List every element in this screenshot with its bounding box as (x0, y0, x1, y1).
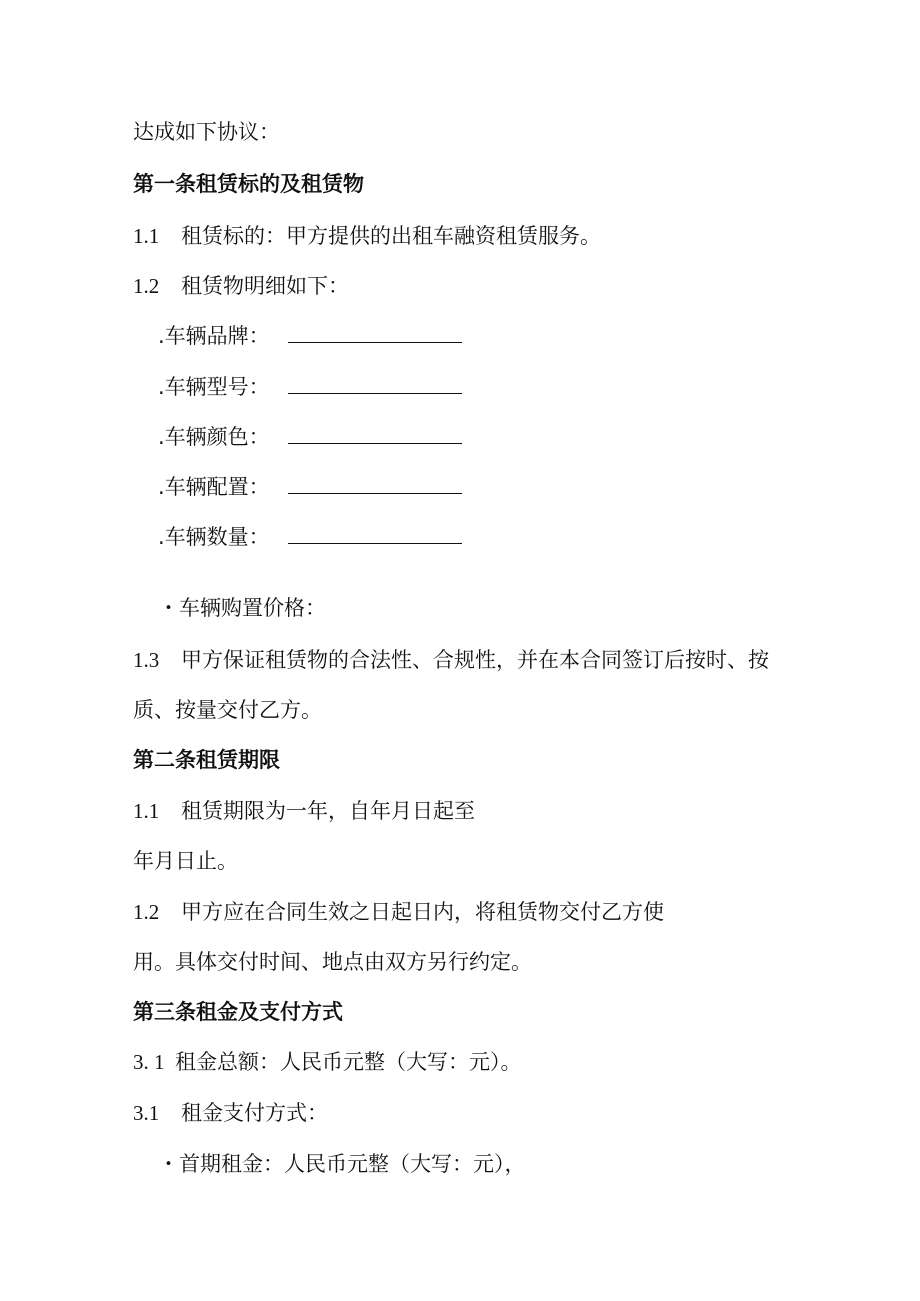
article2-item1 (133, 797, 475, 825)
article1-item3 (133, 646, 769, 674)
fill-in-blank[interactable] (288, 473, 462, 494)
clause-text: 租金支付方式： (181, 1101, 328, 1125)
clause-text: 甲方保证租赁物的合法性、合规性，并在本合同签订后按时、按 (181, 648, 769, 672)
clause-text: 租赁期限为一年，自年月日起至 (181, 799, 475, 823)
purchase-price-bullet: ・车辆购置价格： (158, 596, 326, 620)
article2-heading: 第二条租赁期限 (133, 748, 280, 772)
field-label: .车辆配置： (158, 475, 270, 499)
vehicle-brand-field (158, 322, 462, 350)
vehicle-config-field (158, 473, 462, 501)
clause-text: 租金总额：人民币元整（大写：元）。 (175, 1050, 522, 1074)
article3-item2 (133, 1099, 328, 1127)
article1-item1 (133, 222, 601, 250)
clause-number: 1.3 (133, 648, 160, 672)
article1-item2 (133, 272, 349, 300)
article1-heading: 第一条租赁标的及租赁物 (133, 172, 364, 196)
field-label: .车辆型号： (158, 375, 270, 399)
field-label: .车辆数量： (158, 525, 270, 549)
article3-item1 (133, 1048, 522, 1076)
field-label: .车辆品牌： (158, 324, 270, 348)
clause-text: 甲方应在合同生效之日起日内，将租赁物交付乙方使 (181, 900, 664, 924)
clause-number: 1.2 (133, 274, 160, 298)
article2-item1-continuation: 年月日止。 (133, 849, 238, 873)
clause-number: 1.2 (133, 900, 160, 924)
article3-heading: 第三条租金及支付方式 (133, 1000, 343, 1024)
fill-in-blank[interactable] (288, 373, 462, 394)
field-label: .车辆颜色： (158, 425, 270, 449)
article2-item2-continuation: 用。具体交付时间、地点由双方另行约定。 (133, 950, 532, 974)
article2-item2 (133, 898, 664, 926)
vehicle-color-field (158, 423, 462, 451)
clause-text: 租赁物明细如下： (181, 274, 349, 298)
clause-number: 1.1 (133, 799, 160, 823)
fill-in-blank[interactable] (288, 523, 462, 544)
fill-in-blank[interactable] (288, 322, 462, 343)
clause-number: 3.1 (133, 1101, 160, 1125)
clause-number: 3. 1 (133, 1050, 165, 1074)
first-rent-bullet: ・首期租金：人民币元整（大写：元）， (158, 1152, 526, 1176)
vehicle-quantity-field (158, 523, 462, 551)
intro-text: 达成如下协议： (133, 120, 280, 144)
fill-in-blank[interactable] (288, 423, 462, 444)
vehicle-model-field (158, 373, 462, 401)
clause-number: 1.1 (133, 224, 160, 248)
clause-text: 租赁标的：甲方提供的出租车融资租赁服务。 (181, 224, 601, 248)
article1-item3-continuation: 质、按量交付乙方。 (133, 698, 322, 722)
